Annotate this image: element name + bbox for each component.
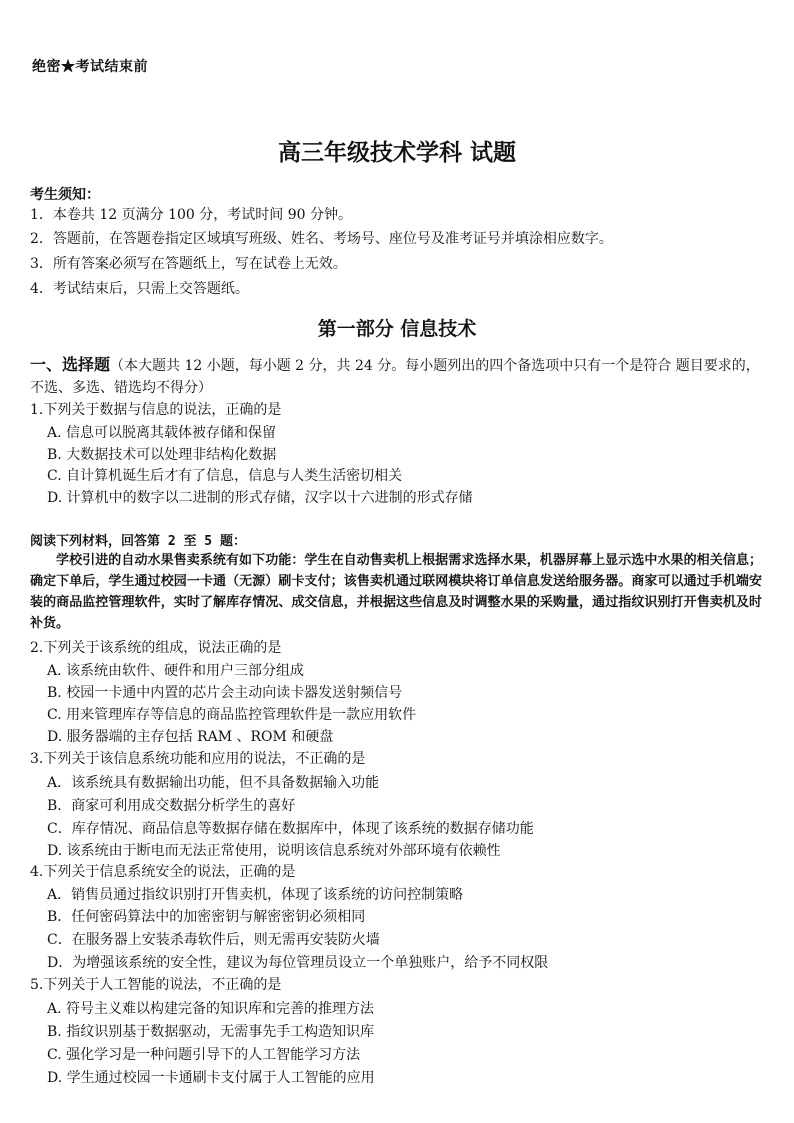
question-3-option-c: C．库存情况、商品信息等数据存储在数据库中，体现了该系统的数据存储功能: [47, 821, 534, 837]
question-4-option-a: A．销售员通过指纹识别打开售卖机，体现了该系统的访问控制策略: [47, 887, 464, 903]
question-1-option-d: D. 计算机中的数字以二进制的形式存储，汉字以十六进制的形式存储: [47, 490, 473, 506]
question-2-option-b: B. 校园一卡通中内置的芯片会主动向读卡器发送射频信号: [47, 685, 403, 701]
section-description: （本大题共 12 小题，每小题 2 分，共 24 分。每小题列出的四个备选项中只有一个是符合 题目要求的，不选、多选、错选均不得分）: [30, 358, 760, 396]
part-title: 第一部分 信息技术: [317, 318, 477, 340]
question-5-option-d: D. 学生通过校园一卡通刷卡支付属于人工智能的应用: [47, 1070, 375, 1086]
question-5-option-a: A. 符号主义难以构建完备的知识库和完善的推理方法: [47, 1001, 375, 1017]
notice-item: 3．所有答案必须写在答题纸上，写在试卷上无效。: [30, 256, 347, 272]
question-5-option-c: C. 强化学习是一种问题引导下的人工智能学习方法: [47, 1047, 361, 1063]
question-1-option-c: C. 自计算机诞生后才有了信息，信息与人类生活密切相关: [47, 468, 403, 484]
question-1-option-b: B. 大数据技术可以处理非结构化数据: [47, 447, 277, 463]
notice-heading: 考生须知：: [30, 187, 100, 203]
question-2-option-a: A. 该系统由软件、硬件和用户三部分组成: [47, 663, 305, 679]
notice-item: 1．本卷共 12 页满分 100 分，考试时间 90 分钟。: [30, 207, 352, 223]
question-1-option-a: A. 信息可以脱离其载体被存储和保留: [47, 425, 277, 441]
question-1-stem: 1.下列关于数据与信息的说法，正确的是: [30, 402, 282, 418]
question-3-stem: 3.下列关于该信息系统功能和应用的说法，不正确的是: [30, 751, 366, 767]
notice-item: 4．考试结束后，只需上交答题纸。: [30, 281, 249, 297]
section-heading: [30, 354, 770, 399]
question-5-option-b: B. 指纹识别基于数据驱动，无需事先手工构造知识库: [47, 1024, 375, 1040]
question-4-stem: 4.下列关于信息系统安全的说法，正确的是: [30, 864, 296, 880]
question-5-stem: 5.下列关于人工智能的说法，不正确的是: [30, 977, 282, 993]
exam-title: 高三年级技术学科 试题: [277, 139, 516, 166]
question-3-option-a: A．该系统具有数据输出功能，但不具备数据输入功能: [47, 775, 380, 791]
question-4-option-d: D．为增强该系统的安全性，建议为每位管理员设立一个单独账户，给予不同权限: [47, 955, 549, 971]
question-2-option-d: D. 服务器端的主存包括 RAM 、ROM 和硬盘: [47, 729, 334, 745]
reading-heading: 阅读下列材料，回答第 2 至 5 题：: [30, 534, 246, 549]
question-2-stem: 2.下列关于该系统的组成，说法正确的是: [30, 640, 282, 656]
question-3-option-b: B．商家可利用成交数据分析学生的喜好: [47, 798, 296, 814]
question-2-option-c: C. 用来管理库存等信息的商品监控管理软件是一款应用软件: [47, 707, 417, 723]
reading-passage: 学校引进的自动水果售卖系统有如下功能：学生在自动售卖机上根据需求选择水果，机器屏幕上显示选中水果的相关信息；确定下单后，学生通过校园一卡通（无源）刷卡支付；该售卖机通过联网模块将订单信息发送给服务器。商家可以通过手机端安装的商品监控管理软件，实时了解库存情况、成交信息，并根据这些信息及时调整水果的采购量，通过指纹识别打开售卖机及时补货。: [30, 553, 762, 631]
question-4-option-b: B．任何密码算法中的加密密钥与解密密钥必须相同: [47, 909, 366, 925]
question-4-option-c: C．在服务器上安装杀毒软件后，则无需再安装防火墙: [47, 932, 380, 948]
section-title: 一、选择题: [30, 355, 111, 374]
confidential-label: 绝密★考试结束前: [32, 59, 148, 75]
question-3-option-d: D. 该系统由于断电而无法正常使用，说明该信息系统对外部环境有依赖性: [47, 843, 501, 859]
notice-item: 2．答题前，在答题卷指定区域填写班级、姓名、考场号、座位号及准考证号并填涂相应数字。: [30, 231, 613, 247]
